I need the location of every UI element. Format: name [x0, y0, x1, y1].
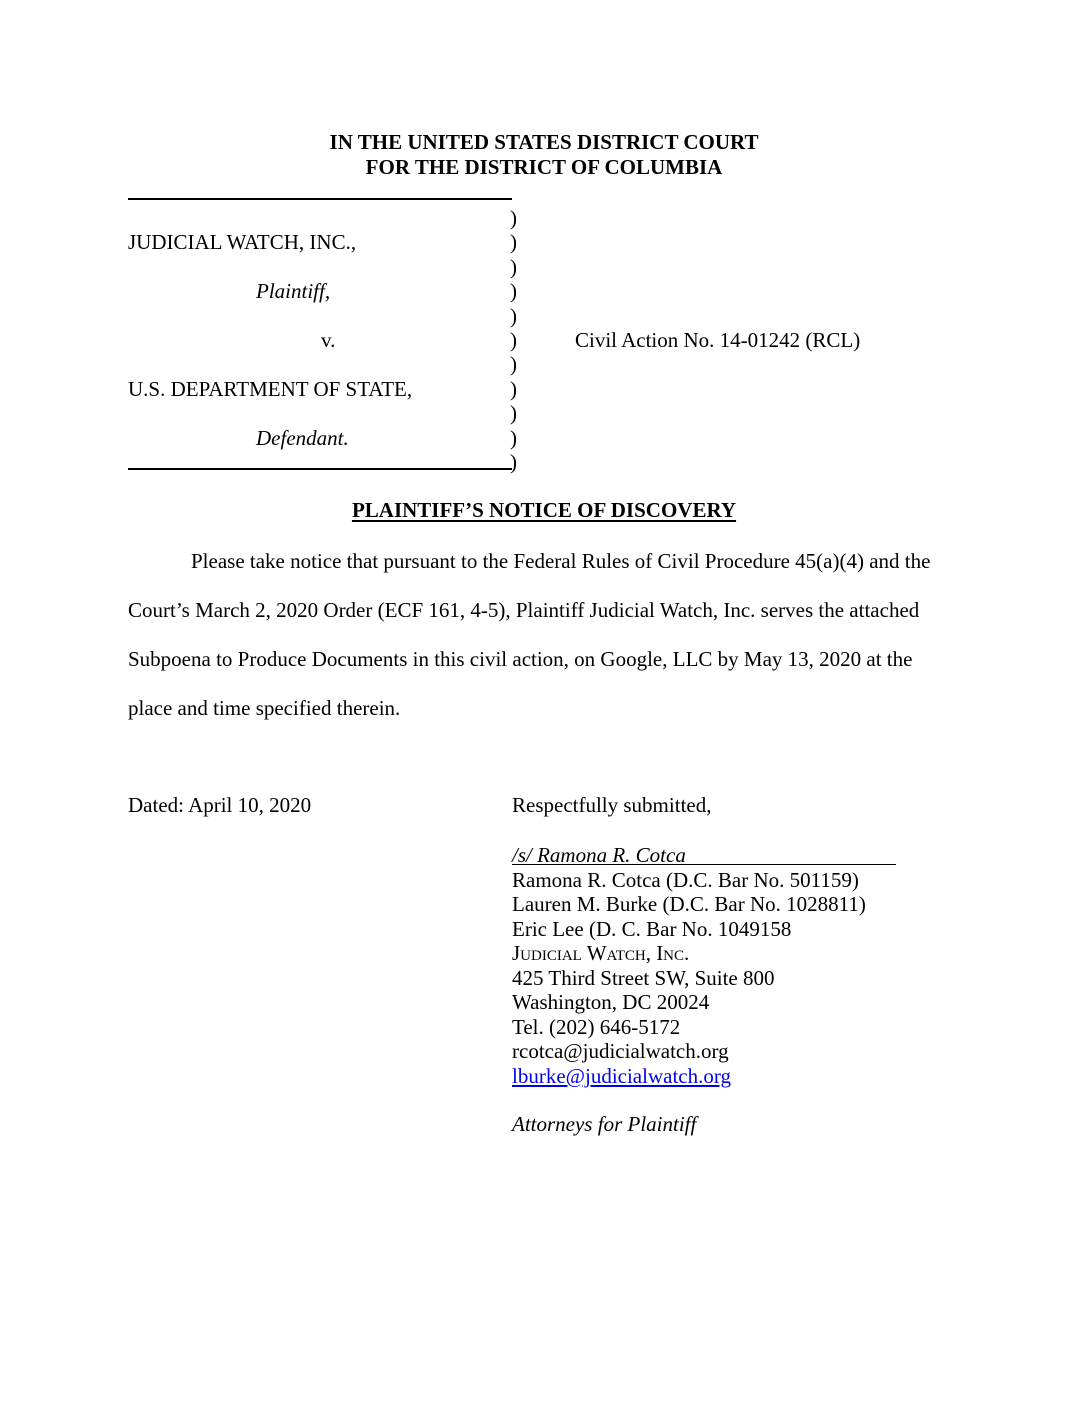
caption-paren: ) [510, 206, 517, 230]
caption-paren: ) [510, 303, 517, 328]
court-district-line: FOR THE DISTRICT OF COLUMBIA [365, 155, 723, 179]
dated-line: Dated: April 10, 2020 [128, 793, 312, 817]
body-line: Court’s March 2, 2020 Order (ECF 161, 4-5), Plaintiff Judicial Watch, Inc. serves the attached [128, 598, 920, 622]
caption-paren: ) [510, 279, 517, 304]
caption-paren: ) [510, 425, 517, 450]
email-lburke-container [512, 1066, 731, 1087]
phone: Tel. (202) 646-5172 [512, 1015, 681, 1039]
attorneys-role: Attorneys for Plaintiff [512, 1112, 697, 1136]
signer-line: Eric Lee (D. C. Bar No. 1049158 [512, 917, 792, 941]
caption-bottom-rule [128, 468, 512, 470]
court-name-line: IN THE UNITED STATES DISTRICT COURT [329, 130, 759, 154]
caption-paren: ) [510, 376, 517, 401]
plaintiff-name: JUDICIAL WATCH, INC., [128, 230, 357, 254]
address-line-2: Washington, DC 20024 [512, 990, 710, 1014]
signer-line: Ramona R. Cotca (D.C. Bar No. 501159) [512, 868, 859, 892]
email-lburke-link[interactable]: lburke@judicialwatch.org [512, 1064, 731, 1088]
defendant-role: Defendant. [256, 426, 349, 450]
body-line: Please take notice that pursuant to the Federal Rules of Civil Procedure 45(a)(4) and the [191, 549, 931, 573]
caption-paren-column [510, 206, 524, 474]
caption-paren: ) [510, 230, 517, 255]
caption-paren: ) [510, 449, 517, 474]
closing: Respectfully submitted, [512, 793, 712, 817]
caption-paren: ) [510, 327, 517, 352]
body-line: Subpoena to Produce Documents in this civil action, on Google, LLC by May 13, 2020 at the [128, 647, 913, 671]
signature-rule [512, 864, 896, 865]
defendant-name: U.S. DEPARTMENT OF STATE, [128, 377, 413, 401]
caption-paren: ) [510, 254, 517, 279]
caption-top-rule [128, 198, 512, 200]
caption-paren: ) [510, 401, 517, 426]
notice-title: PLAINTIFF’S NOTICE OF DISCOVERY [351, 498, 737, 522]
versus: v. [321, 328, 336, 352]
caption-paren: ) [510, 352, 517, 377]
address-line-1: 425 Third Street SW, Suite 800 [512, 966, 775, 990]
email-rcotca: rcotca@judicialwatch.org [512, 1039, 729, 1063]
signer-line: Lauren M. Burke (D.C. Bar No. 1028811) [512, 892, 866, 916]
electronic-signature: /s/ Ramona R. Cotca [512, 843, 686, 867]
firm-name: Judicial Watch, Inc. [512, 941, 690, 965]
body-line: place and time specified therein. [128, 696, 401, 720]
plaintiff-role: Plaintiff, [256, 279, 331, 303]
civil-action-number: Civil Action No. 14-01242 (RCL) [575, 328, 861, 352]
